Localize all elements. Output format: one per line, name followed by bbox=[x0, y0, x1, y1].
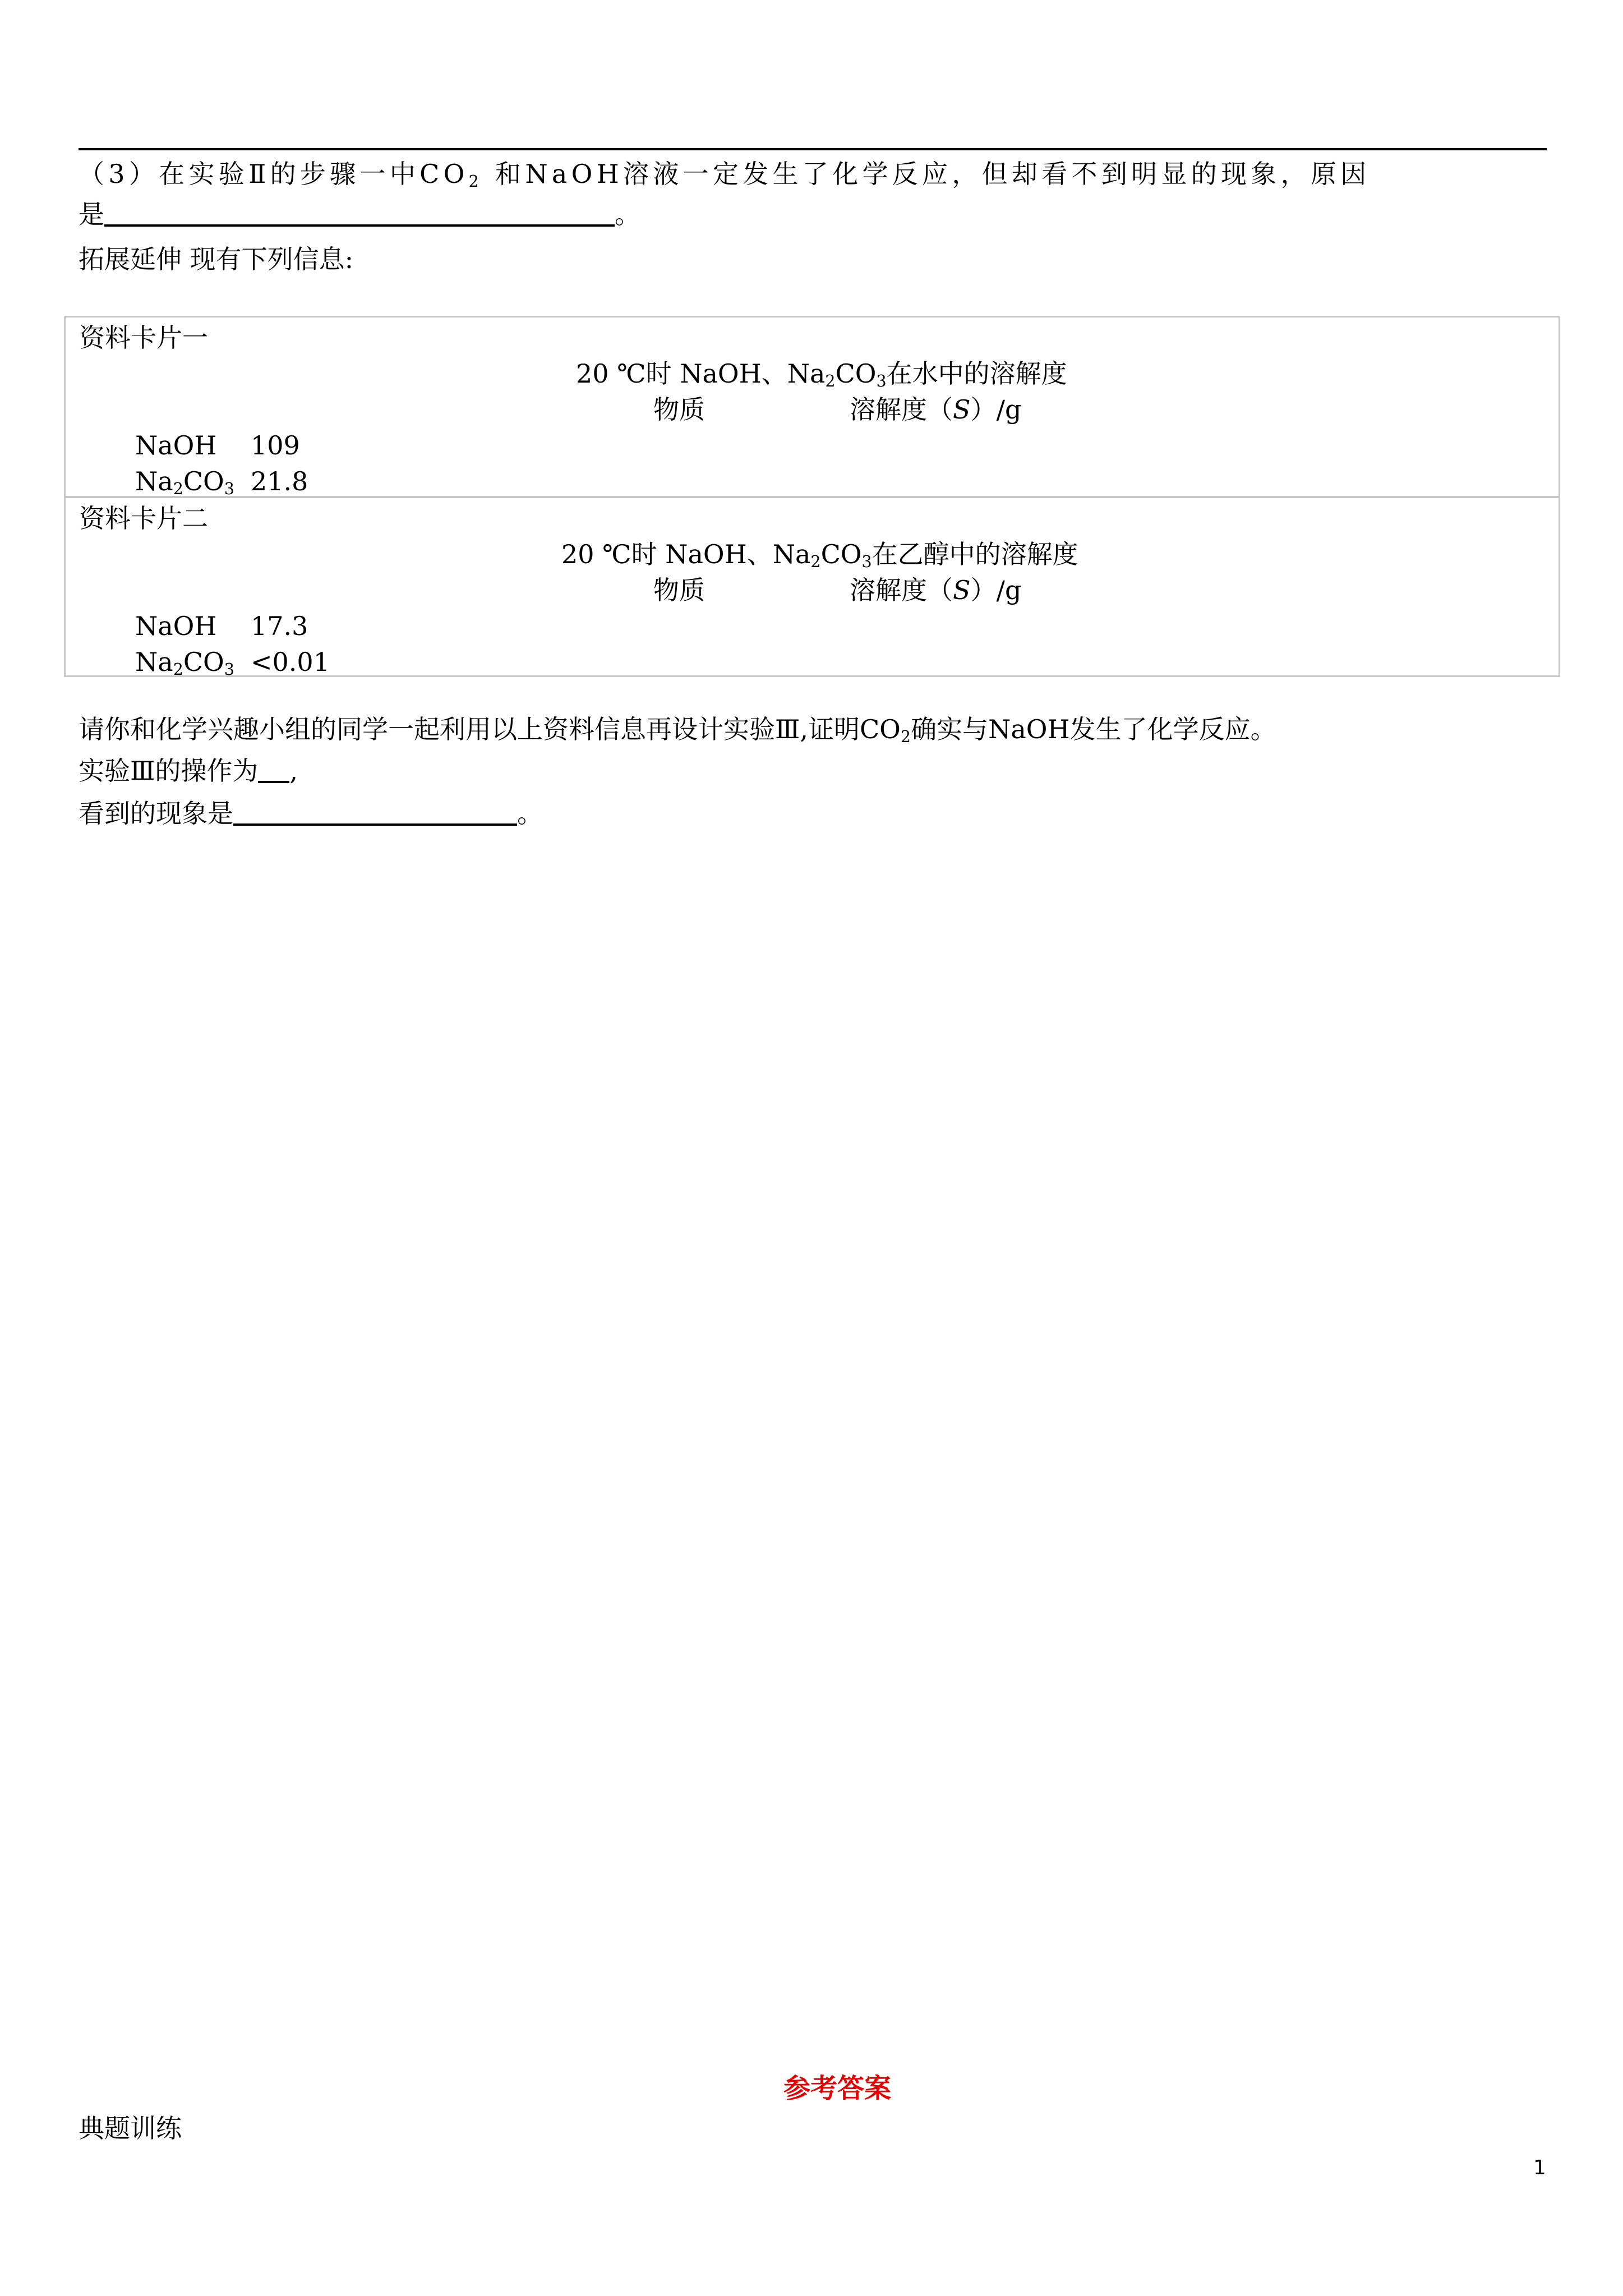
top-rule bbox=[79, 148, 1547, 150]
answer-blank-phenomenon[interactable] bbox=[233, 795, 517, 826]
answer-blank-reason[interactable] bbox=[104, 196, 615, 227]
card-2-row-naoh-name: NaOH bbox=[135, 611, 217, 641]
operation-line: 实验Ⅲ的操作为 , bbox=[79, 753, 298, 789]
card-1-label: 资料卡片一 bbox=[79, 323, 208, 353]
card-2-col-solubility: 溶解度（S）/g bbox=[850, 575, 1022, 605]
card-1-row-naoh-name: NaOH bbox=[135, 430, 217, 461]
card-1-col-substance: 物质 bbox=[653, 394, 705, 425]
answer-title: 参考答案 bbox=[783, 2073, 892, 2104]
design-prompt: 请你和化学兴趣小组的同学一起利用以上资料信息再设计实验Ⅲ,证明$CO_2$确实与NaOH发生了化学反应。 bbox=[79, 714, 1276, 747]
card-2-row-naoh-value: 17.3 bbox=[251, 611, 308, 641]
training-heading: 典题训练 bbox=[79, 2113, 182, 2143]
card-1-row-na2co3-value: 21.8 bbox=[251, 466, 308, 496]
card-1-caption: 20 ℃时 NaOH、$Na_2CO_3$在水中的溶解度 bbox=[576, 358, 1067, 391]
card-1-col-solubility: 溶解度（S）/g bbox=[850, 394, 1022, 425]
card-2-col-substance: 物质 bbox=[653, 575, 705, 605]
card-2-label: 资料卡片二 bbox=[79, 503, 208, 533]
card-1-row-na2co3-name: $Na_2CO_3$ bbox=[135, 466, 234, 499]
card-2-caption: 20 ℃时 NaOH、$Na_2CO_3$在乙醇中的溶解度 bbox=[561, 539, 1078, 572]
extension-heading: 拓展延伸 现有下列信息: bbox=[79, 244, 354, 274]
question-3-line1: （3）在实验Ⅱ的步骤一中$CO_2$ 和NaOH溶液一定发生了化学反应，但却看不到明显的现象，原因 bbox=[79, 159, 1371, 191]
phenomenon-line: 看到的现象是 。 bbox=[79, 795, 543, 831]
data-card-2 bbox=[64, 496, 1560, 677]
page-number: 1 bbox=[1533, 2156, 1546, 2179]
card-2-row-na2co3-name: $Na_2CO_3$ bbox=[135, 647, 234, 679]
answer-blank-operation[interactable] bbox=[258, 753, 289, 783]
card-2-row-na2co3-value: <0.01 bbox=[251, 647, 330, 677]
question-3-line2: 是 。 bbox=[79, 196, 640, 232]
data-card-1 bbox=[64, 316, 1560, 498]
card-1-row-naoh-value: 109 bbox=[251, 430, 300, 461]
